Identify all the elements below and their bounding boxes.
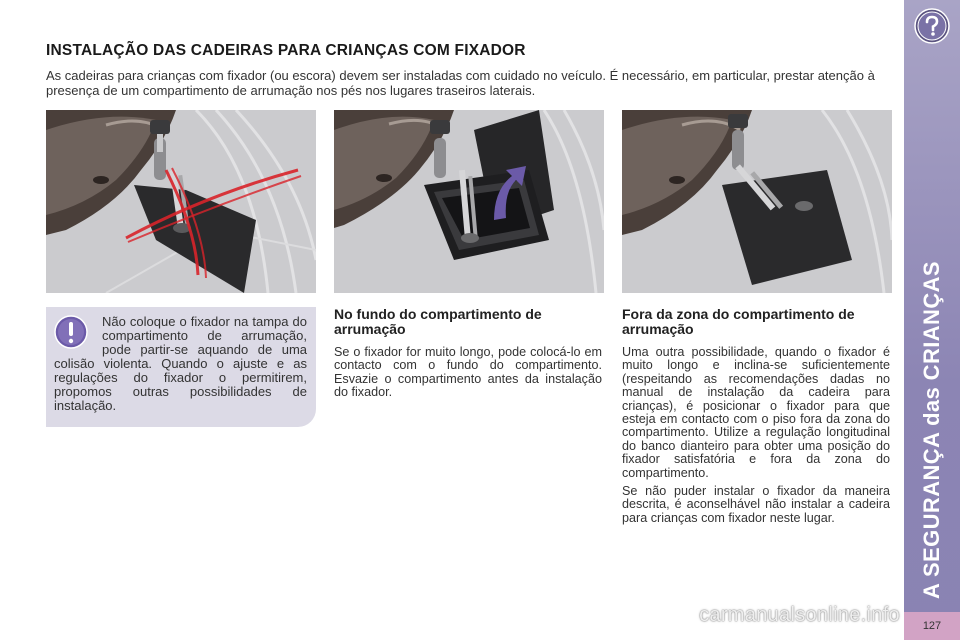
chapter-title: A SEGURANÇA das CRIANÇAS: [919, 261, 944, 599]
section-title-compartment: No fundo do compartimento de arrumação: [334, 306, 542, 337]
intro-paragraph: As cadeiras para crianças com fixador (ou escora) devem ser instaladas com cuidado no veículo. É necessário, em particular, prestar atenção à presença de um compartimento de arrumação nos pés nos lugares traseiros laterais.: [46, 68, 875, 98]
section-paragraph: Se não puder instalar o fixador da maneira descrita, é aconselhável não instalar a cadeira para crianças com fixador neste lugar.: [622, 484, 890, 525]
page-number: 127: [904, 612, 960, 640]
warning-box: [46, 307, 316, 427]
section-paragraph: Se o fixador for muito longo, pode colocá-lo em contacto com o fundo do compartimento. Esvazie o compartimento antes da instalação do fixador.: [334, 345, 602, 400]
warning-text: [54, 315, 307, 413]
photo-fixator-on-lid: [46, 110, 316, 293]
section-body-outside: [622, 346, 890, 530]
question-mark-icon: [914, 8, 950, 44]
page-title: INSTALAÇÃO DAS CADEIRAS PARA CRIANÇAS COM FIXADOR: [46, 42, 526, 59]
photo-fixator-in-compartment: [334, 110, 604, 293]
watermark-text: carmanualsonline.info: [699, 604, 900, 626]
section-title-outside: Fora da zona do compartimento de arrumação: [622, 306, 855, 337]
section-paragraph: Uma outra possibilidade, quando o fixador é muito longo e inclina-se suficientemente (respeitando as recomendações dadas no manual de instalação da cadeira para crianças), é posicionar o fixador para que esteja em contacto com o piso fora da zona do compartimento. Utilize a regulação longitudinal do banco dianteiro para obter uma posição do fixador satisfatória e fora da zona do compartimento.: [622, 345, 890, 480]
warning-text-content: Não coloque o fixador na tampa do compartimento de arrumação, pode partir-se aquando de uma colisão violenta. Quando o ajuste e as regulações do fixador o permitirem, propomos outras possibilidades de instalação.: [54, 314, 307, 413]
photo-fixator-outside-compartment: [622, 110, 892, 293]
section-body-compartment: [334, 346, 602, 405]
